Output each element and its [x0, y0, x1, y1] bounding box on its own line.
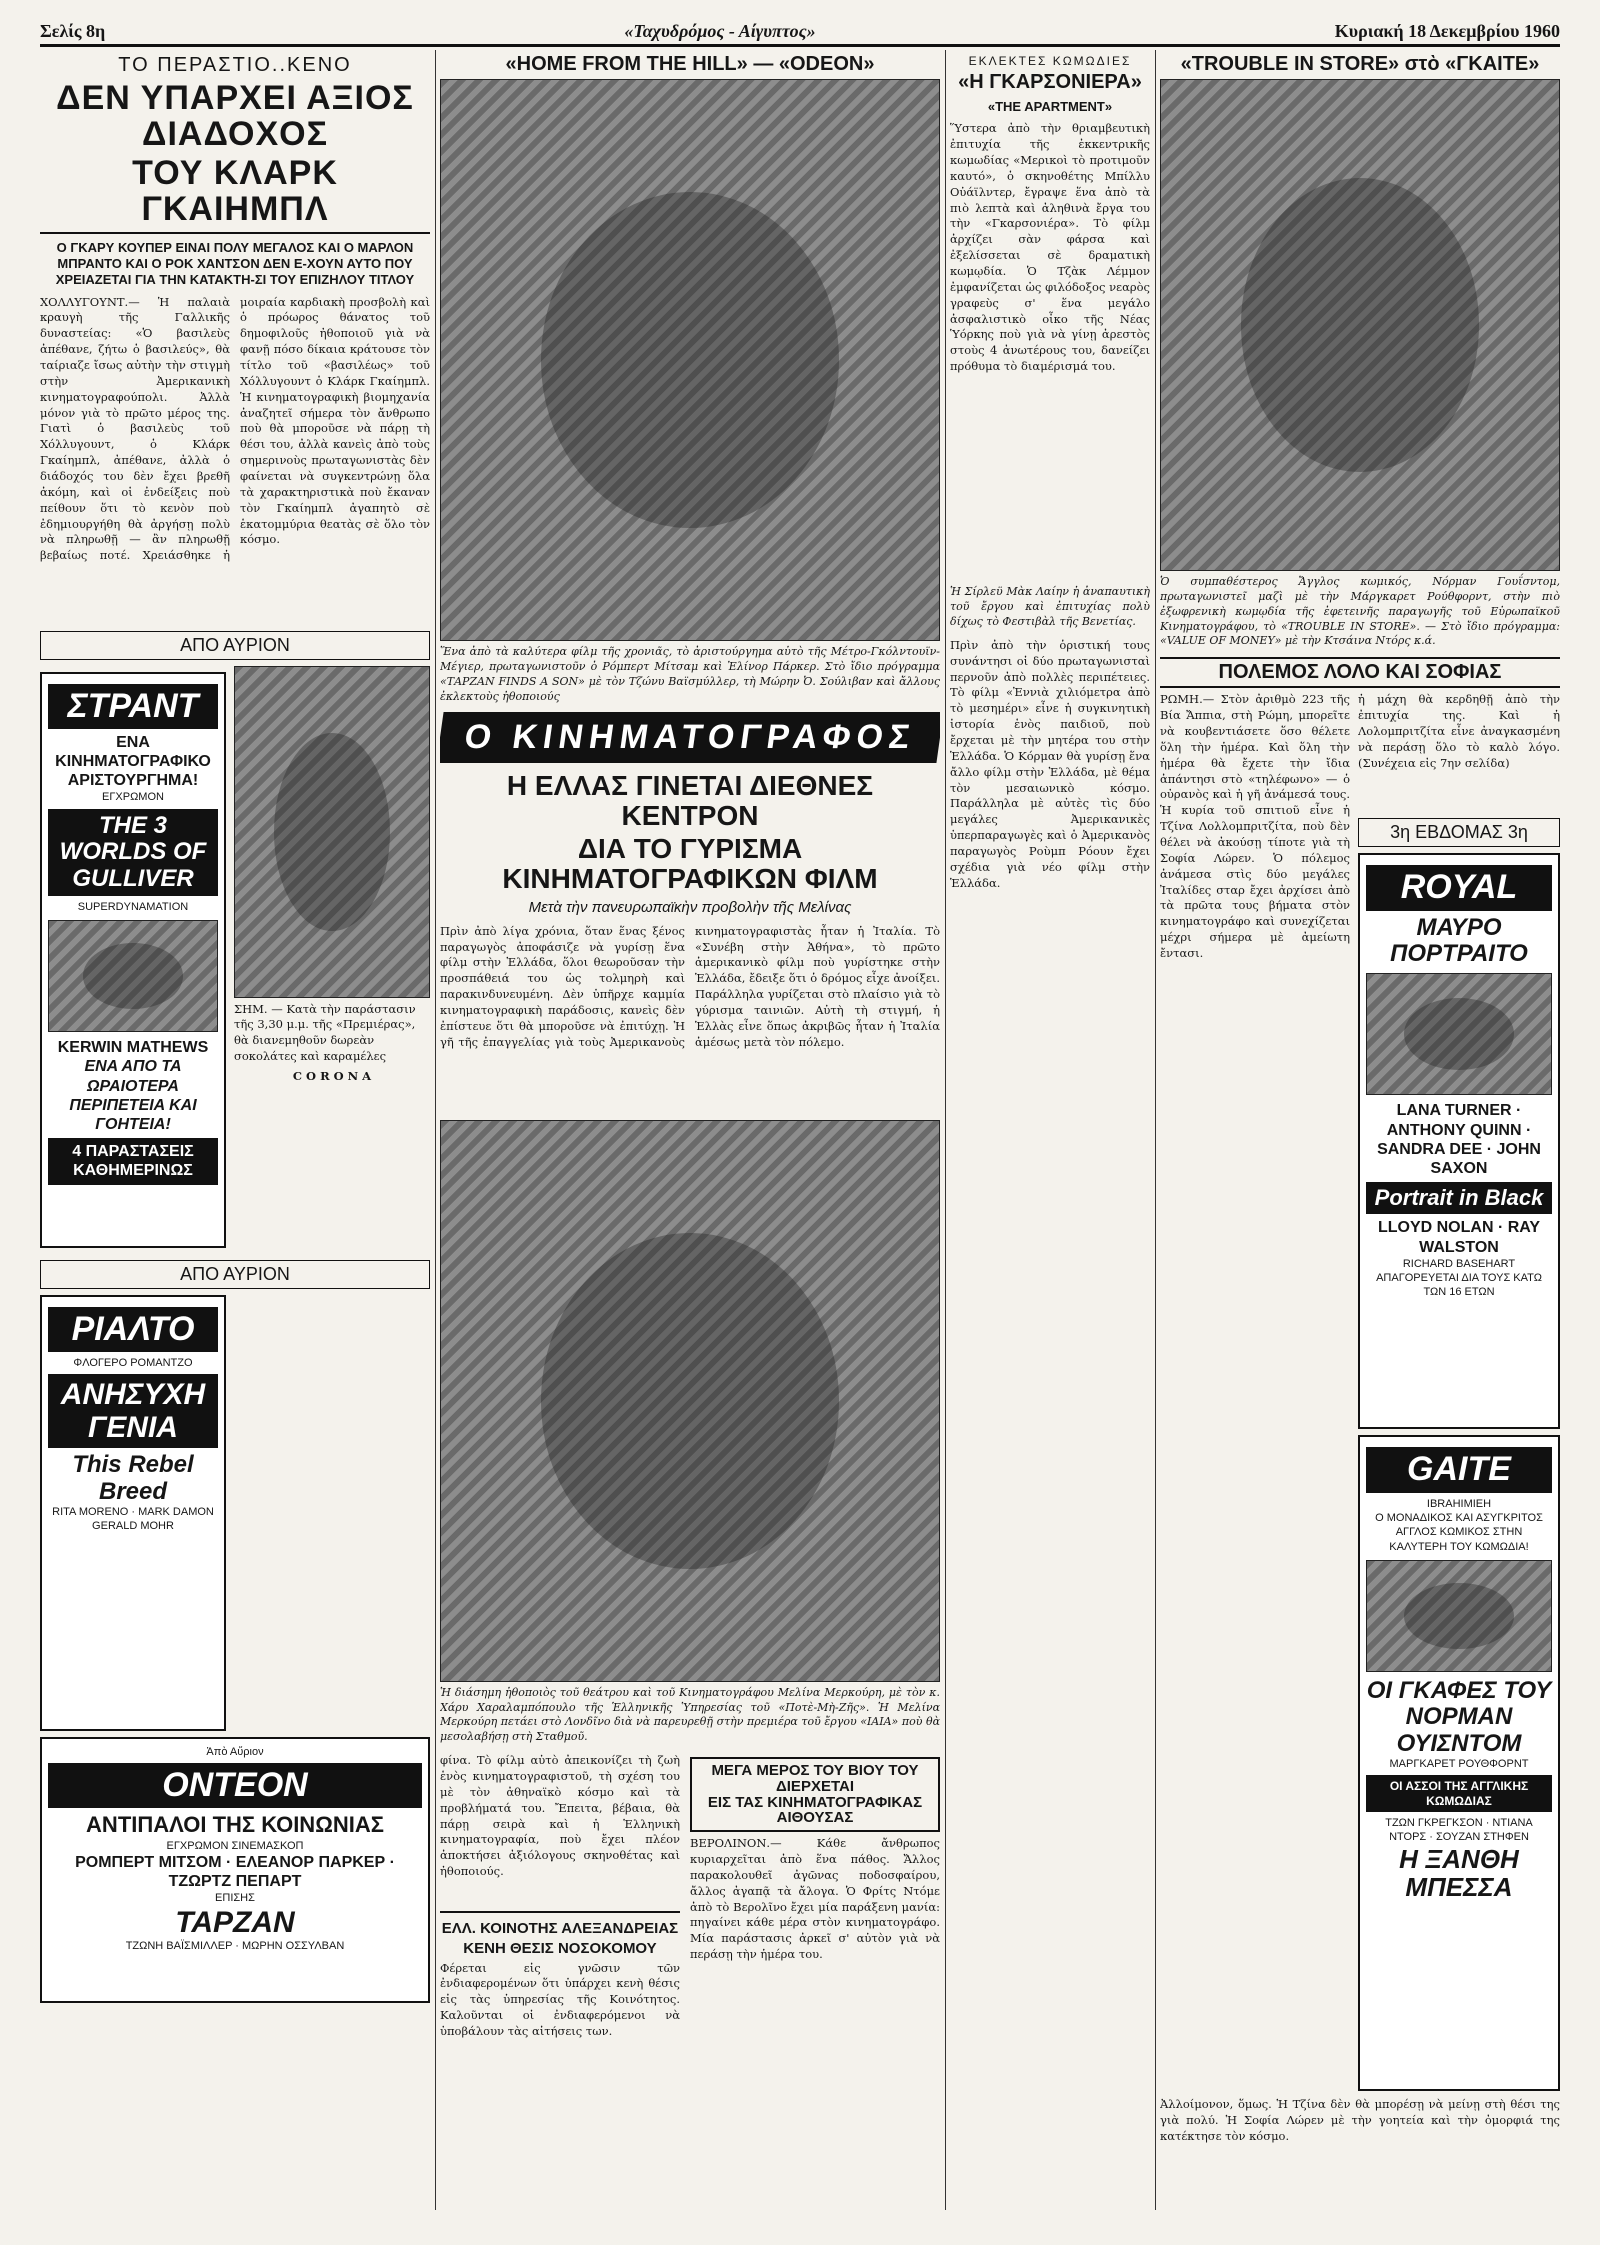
film-title: ΜΑΥΡΟ ΠΟΡΤΡΑΙΤΟ	[1390, 913, 1528, 967]
column-apartment	[950, 50, 1150, 2210]
ad-cast: RITA MORENO · MARK DAMON	[52, 1505, 214, 1518]
column-rule	[435, 50, 436, 2210]
film-title: ΑΝΗΣΥΧΗ ΓΕΝΙΑ	[48, 1374, 218, 1448]
ad-text: ΕΝΑ ΚΙΝΗΜΑΤΟΓΡΑΦΙΚΟ ΑΡΙΣΤΟΥΡΓΗΜΑ!	[55, 733, 211, 790]
article-headline: Η ΕΛΛΑΣ ΓΙΝΕΤΑΙ ΔΙΕΘΝΕΣ ΚΕΝΤΡΟΝ	[506, 770, 874, 831]
article-deck: «THE APARTMENT»	[987, 99, 1113, 114]
cinema-name: GAITE	[1366, 1447, 1552, 1492]
ad-text: Ἀπὸ Αὔριον	[206, 1745, 264, 1758]
ad-photo	[1366, 973, 1552, 1095]
article-body: Πρὶν ἀπὸ τὴν ὁριστική τους συνάντησι οἱ δύο πρωταγωνισταὶ περνοῦν ἀπὸ πολλὲς περιπέτειες. Τὸ φίλμ «Ἐννιὰ χιλιόμετρα ἀπὸ τὸ μεσημέρι» εἶνε ἡ συγκινητικὴ ἱστορία ἑνὸς παιδιοῦ, ποὺ ἔρχεται μὲ τὴν μητέρα του στὴν Ἑλλάδα. Ὁ Κόρμαν θὰ γυρίσῃ ἕνα ἄλλο φίλμ στὴν Ἑλλάδα, μὲ θέμα τὸν μεσαιωνικὸ κόσμο. Παράλληλα μὲ αὐτὲς τὶς δύο μεγάλες Ἀμερικανικὲς ὑπερπαραγωγὲς καὶ ὁ Ἀμερικανὸς παραγωγὸς Ροὺμπ Ρόουν ἔχει σχέδια γιὰ νέο φίλμ στὴν Ἑλλάδα.	[950, 637, 1150, 890]
notice-heading: ΕΛΛ. ΚΟΙΝΟΤΗΣ ΑΛΕΞΑΝΔΡΕΙΑΣ	[441, 1920, 679, 1938]
article-headline: ΠΟΛΕΜΟΣ ΛΟΛΟ ΚΑΙ ΣΟΦΙΑΣ	[1160, 657, 1560, 688]
article-body: Πρὶν ἀπὸ λίγα χρόνια, ὅταν ἕνας ξένος παραγωγὸς ἀποφάσιζε νὰ γυρίσῃ ἕνα φίλμ στὴν Ἑλλάδα, ὅλοι θεωροῦσαν τὴν προσπάθειά του ὡς τολμηρὴ καὶ παρακινδυνευμένη. Δὲν ὑπῆρχε καμμία κινηματογραφικὴ παράδοσις, κανεὶς δὲν ἐπίστευε ὅτι θὰ μποροῦσε νὰ ἐπιτύχῃ. Ἡ γῆ τῆς ἐπαγγελίας γιὰ τοὺς Ἀμερικανοὺς κινηματογραφιστὰς ἦταν ἡ Ἰταλία. Τὸ «Συνέβη στὴν Ἀθήνα», τὸ πρῶτο ἀμερικανικὸ φίλμ ποὺ γυρίστηκε στὴν Ἑλλάδα, ἔδειξε ὅτι ὁ δρόμος εἶχε ἀνοίξει. Παράλληλα γυρίζεται στὸ πλαίσιο γιὰ τὸ γύρισμα ταινιῶν. Αὐτὴ τὴ στιγμή, ἡ Ἑλλὰς εἶνε ὅπως ἀκριβῶς ἦταν ἡ Ἰταλία ἀμέσως μετὰ τὸν πόλεμο.	[440, 923, 940, 1049]
section-banner: Ο ΚΙΝΗΜΑΤΟΓΡΑΦΟΣ	[440, 712, 940, 763]
article-body: ΧΟΛΛΥΓΟΥΝΤ.— Ἡ παλαιὰ κραυγὴ τῆς Γαλλικῆς δυναστείας: «Ὁ βασιλεὺς ἀπέθανε, ζήτω ὁ βασιλεύς», θὰ ταίριαζε ἴσως αὐτὴν τὴν στιγμὴ στὴν Ἀμερικανικὴ κινηματογραφούπολι. Ἀλλὰ μόνον γιὰ τὸ πρῶτο μέρος της. Γιατὶ ὁ βασιλεὺς τοῦ Χόλλυγουντ, ὁ Κλάρκ Γκαίημπλ, ἀπέθανε, ἀλλὰ ὁ διάδοχός του δὲν ἔχει βρεθῆ ἀκόμη, καὶ οἱ ἐνδείξεις ποὺ πείθουν ὅτι τὸ κενὸν ποὺ ἐδημιουργήθη θὰ ἀργήσῃ πολὺ νὰ πληρωθῇ — ἂν πληρωθῇ βεβαίως ποτέ. Χρειάσθηκε ἡ μοιραία καρδιακὴ προσβολὴ καὶ ὁ πρόωρος θάνατος τοῦ δημοφιλοῦς ἠθοποιοῦ γιὰ νὰ φανῇ πόσο δίκαια κράτουσε τὸν τίτλο τοῦ «βασιλέως» τοῦ Χόλλυγουντ ὁ Κλάρκ Γκαίημπλ. Ἡ κινηματογραφικὴ βιομηχανία ἀναζητεῖ σήμερα τὸν ἄνθρωπο ποὺ θὰ μποροῦσε νὰ πάρῃ τὴ θέσι του, ἀλλὰ κανεὶς ἀπὸ τοὺς σημερινοὺς πρωταγωνιστὰς δὲν φαίνεται νὰ συγκεντρώνῃ ὅλα τὰ χαρακτηριστικὰ ποὺ ἔκαναν τὸν Γκαίημπλ ἀγαπητὸ σὲ ἑκατομμύρια θεατὰς σὲ ὅλο τὸν κόσμο.	[40, 294, 430, 563]
photo-caption: Ἕνα ἀπὸ τὰ καλύτερα φίλμ τῆς χρονιᾶς, τὸ ἀριστούργημα αὐτὸ τῆς Μέτρο-Γκόλντουϊν-Μέγιερ, πρωταγωνιστοῦν ὁ Ρόμπερτ Μίτσαμ καὶ Ἐλίνορ Πάρκερ. Στὸ ἴδιο πρόγραμμα «ΤΑΡΖΑΝ FINDS A SON» μὲ τὸν Τζώνυ Βαϊσμύλλερ, τὴ Μώρην Ὀ. Σούλιβαν καὶ ἄλλους ἐκλεκτοὺς ἠθοποιούς	[440, 645, 940, 703]
film-title-english: Portrait in Black	[1366, 1182, 1552, 1214]
ad-royal-cinema	[1358, 853, 1560, 1429]
page-number: Σελίς 8η	[40, 20, 106, 41]
ad-text: Ο ΜΟΝΑΔΙΚΟΣ ΚΑΙ ΑΣΥΓΚΡΙΤΟΣ ΑΓΓΛΟΣ ΚΩΜΙΚΟΣ ΣΤΗΝ ΚΑΛΥΤΕΡΗ ΤΟΥ ΚΩΜΩΔΙΑ!	[1375, 1511, 1543, 1553]
cinema-name: ROYAL	[1366, 865, 1552, 910]
ad-cast: GERALD MOHR	[92, 1520, 174, 1533]
photo-home-from-the-hill	[440, 79, 940, 641]
issue-date: Κυριακή 18 Δεκεμβρίου 1960	[1334, 20, 1560, 41]
article-body: Ὕστερα ἀπὸ τὴν θριαμβευτικὴ ἐπιτυχία τῆς ἐκκεντρικῆς κωμωδίας «Μερικοὶ τὸ προτιμοῦν καυτό», ὁ σκηνοθέτης Μπίλλυ Οὐάϊλντερ, ἔγραψε ἕνα ἀπὸ τὰ πιὸ λεπτὰ καὶ ἀληθινὰ ἔργα του τὴν «Γκαρσονιέρα». Τὸ φίλμ ἀρχίζει σὰν φάρσα καὶ ἐξελίσσεται σὲ δραματικὴ κωμῳδία. Ὁ Τζὰκ Λέμμον ἐμφανίζεται ὡς φιλόδοξος νεαρὸς γραφεὺς σ' ἕνα μεγάλο ἀσφαλιστικὸ οἶκο τῆς Νέας Ὑόρκης ποὺ γιὰ νὰ γίνῃ ἀρεστὸς στοὺς 4 ἀνωτέρους του, δανείζει πρόθυμα τὸ διαμέρισμά του.	[950, 121, 1150, 374]
ad-text: ΕΓΧΡΩΜΟΝ	[102, 791, 164, 804]
photo-caption: Ὁ συμπαθέστερος Ἄγγλος κωμικός, Νόρμαν Γουΐσντομ, πρωταγωνιστεῖ μαζὶ μὲ τὴν Μάργκαρετ Ρούθφορντ, στὴν πιὸ ἐξωφρενικὴ κωμῳδία τῆς ἐφετεινῆς παραγωγῆς τοῦ Εὐρωπαϊκοῦ Κινηματογράφου, τὸ «TROUBLE IN STORE». — Στὸ ἴδιο πρόγραμμα: «VALUE OF MONEY» μὲ τὴν Κτσάινα Ντόρς κ.ά.	[1160, 575, 1560, 648]
article-headline: ΔΙΑ ΤΟ ΓΥΡΙΣΜΑ ΚΙΝΗΜΑΤΟΓΡΑΦΙΚΩΝ ΦΙΛΜ	[502, 833, 878, 894]
ad-text: 4 ΠΑΡΑΣΤΑΣΕΙΣ ΚΑΘΗΜΕΡΙΝΩΣ	[48, 1138, 218, 1184]
photo-melina-mercouri	[440, 1120, 940, 1682]
masthead	[40, 18, 1560, 47]
ad-cast: ΡΟΜΠΕΡΤ ΜΙΤΣΟΜ · ΕΛΕΑΝΟΡ ΠΑΡΚΕΡ · ΤΖΩΡΤΖ ΠΕΠΑΡΤ	[75, 1853, 395, 1891]
article-headline: ΤΟΥ ΚΛΑΡΚ ΓΚΑΙΗΜΠΛ	[40, 156, 430, 233]
article-body: ΒΕΡΟΛΙΝΟΝ.— Κάθε ἄνθρωπος κυριαρχεῖται ἀπὸ ἕνα πάθος. Ἄλλος παρακολουθεῖ ἀγῶνας ποδοσφαίρου, ἄλλος ἀγαπᾷ τὰ ἄλογα. Ὁ Φρίτς Ντόμε ἀπὸ τὸ Βερολῖνο ἔχει μία παράξενη μανία: πηγαίνει κάθε μέρα στὸν κινηματογράφο. Μία παράστασις ἀρκεῖ σ' αὐτὸν γιὰ νὰ περάσῃ τὴν ἡμέρα του.	[690, 1836, 940, 1962]
ad-cast: RICHARD BASEHART	[1402, 1257, 1516, 1270]
notice-body: Φέρεται εἰς γνῶσιν τῶν ἐνδιαφερομένων ὅτι ὑπάρχει κενὴ θέσις εἰς τὰς ὑπηρεσίας τῆς Κοινότητος. Καλοῦνται οἱ ἐνδιαφερόμενοι νὰ ὑποβάλουν τὰς αἰτήσεις των.	[440, 1960, 680, 2038]
article-headline: «Η ΓΚΑΡΣΟΝΙΕΡΑ»	[958, 71, 1142, 93]
ad-cast: LANA TURNER · ANTHONY QUINN · SANDRA DEE · JOHN SAXON	[1377, 1102, 1541, 1177]
article-body: Ἀλλοίμονον, ὅμως. Ἡ Τζίνα δὲν θὰ μπορέσῃ νὰ μείνῃ στὴ θέσι της γιὰ πολύ. Ἡ Σοφία Λώρεν μὲ τὴν γοητεία καὶ τὴν ὀμορφιά της κατέκτησε τὸν κόσμο.	[1160, 2097, 1560, 2143]
article-headline-line: ΜΕΓΑ ΜΕΡΟΣ ΤΟΥ ΒΙΟΥ ΤΟΥ ΔΙΕΡΧΕΤΑΙ	[711, 1762, 919, 1795]
photo-heading: «HOME FROM THE HILL» — «ODEON»	[505, 53, 875, 75]
ad-cast: ΤΖΩΝΗ ΒΑΪΣΜΙΛΛΕΡ · ΜΩΡΗΝ ΟΣΣΥΛΒΑΝ	[125, 1939, 345, 1952]
cinema-name: ΣΤΡΑΝΤ	[48, 684, 218, 729]
column-right	[1160, 50, 1560, 2210]
column-left	[40, 50, 430, 2210]
ad-text: ΕΓΧΡΩΜΟΝ ΣΙΝΕΜΑΣΚΟΠ	[166, 1839, 304, 1852]
article-headline-line: ΕΙΣ ΤΑΣ ΚΙΝΗΜΑΤΟΓΡΑΦΙΚΑΣ ΑΙΘΟΥΣΑΣ	[707, 1793, 923, 1827]
ad-cast: ΤΖΩΝ ΓΚΡΕΓΚΣΟΝ · ΝΤΙΑΝΑ ΝΤΟΡΣ · ΣΟΥΖΑΝ ΣΤΗΦΕΝ	[1385, 1817, 1533, 1844]
notice-subheading: ΚΕΝΗ ΘΕΣΙΣ ΝΟΣΟΚΟΜΟΥ	[463, 1939, 657, 1957]
article-headline: ΔΕΝ ΥΠΑΡΧΕΙ ΑΞΙΟΣ ΔΙΑΔΟΧΟΣ	[56, 79, 414, 153]
article-headline	[690, 1757, 940, 1832]
photo-trouble-in-store	[1160, 79, 1560, 571]
ad-label: 3η ΕΒΔΟΜΑΣ 3η	[1358, 818, 1560, 847]
ad-sponsor: C O R O N A	[292, 1068, 372, 1083]
ad-label: ΑΠΟ ΑΥΡΙΟΝ	[40, 631, 430, 660]
cinema-name: ΡΙΑΛΤΟ	[48, 1307, 218, 1352]
ad-note: ΣΗΜ. — Κατὰ τὴν παράστασιν τῆς 3,30 μ.μ. τῆς «Πρεμιέρας», θὰ διανεμηθοῦν δωρεὰν σοκολάτες καὶ καραμέλες	[234, 1001, 416, 1064]
film-title: ΤΑΡΖΑΝ	[175, 1905, 295, 1939]
film-title: THE 3 WORLDS OF GULLIVER	[48, 809, 218, 896]
article-note: Ἡ Σίρλεϋ Μὰκ Λαίην ἡ ἀναπαυτικὴ τοῦ ἔργου καὶ ἐπιτυχίας πολὺ δίχως τὸ Φεστιβὰλ τῆς Βενετίας.	[950, 585, 1150, 628]
article-kicker: ΤΟ ΠΕΡΑΣΤΙΟ..ΚΕΝΟ	[118, 54, 352, 76]
ad-cast: ΜΑΡΓΚΑΡΕΤ ΡΟΥΘΦΟΡΝΤ	[1389, 1757, 1529, 1770]
ad-photo	[234, 666, 430, 998]
ad-text: ΦΛΟΓΕΡΟ ΡΟΜΑΝΤΖΟ	[73, 1356, 193, 1369]
film-title-english: This Rebel Breed	[72, 1451, 194, 1505]
ad-text: ΕΠΙΣΗΣ	[215, 1892, 255, 1905]
article-continuation: ἡ μάχη θὰ κερδηθῇ ἀπὸ τὴν ἐπιτυχία της. Καὶ ἡ Λολομπριτζίτα εἶνε ἀναγκασμένη νὰ περάσῃ ὅλο τὸ καλὸ λόγο. (Συνέχεια εἰς 7ην σελίδα)	[1358, 692, 1560, 770]
ad-cast: LLOYD NOLAN · RAY WALSTON	[1377, 1219, 1541, 1256]
cinema-location: IBRAHIMIEH	[1426, 1497, 1492, 1510]
ad-gaite-cinema	[1358, 1435, 1560, 2091]
article-kicker: ΕΚΛΕΚΤΕΣ ΚΩΜΩΔΙΕΣ	[968, 54, 1132, 68]
ad-text: SUPERDYNAMATION	[77, 900, 189, 913]
photo-caption: Ἡ διάσημη ἠθοποιὸς τοῦ θεάτρου καὶ τοῦ Κινηματογράφου Μελίνα Μερκούρη, μὲ τὸν κ. Χάρυ Χαραλαμπόπουλο τῆς Ἑλληνικῆς Ὑπηρεσίας τοῦ «Ποτὲ-Μὴ-Ζῆς». Ἡ Μελίνα Μερκούρη πετάει στὸ Λονδῖνο διὰ νὰ παρευρεθῇ στὴν πρεμιέρα τοῦ ἔργου «ΙΑΙΑ» ποὺ θὰ μεσολαβήσῃ στὴ Σταθμοῦ.	[440, 1685, 940, 1744]
column-rule	[945, 50, 946, 2210]
film-title: ΑΝΤΙΠΑΛΟΙ ΤΗΣ ΚΟΙΝΩΝΙΑΣ	[86, 1812, 384, 1838]
ad-cast: KERWIN MATHEWS	[57, 1039, 209, 1057]
article-deck: Ο ΓΚΑΡΥ ΚΟΥΠΕΡ ΕΙΝΑΙ ΠΟΛΥ ΜΕΓΑΛΟΣ ΚΑΙ Ο ΜΑΡΛΟΝ ΜΠΡΑΝΤΟ ΚΑΙ Ο ΡΟΚ ΧΑΝΤΣΟΝ ΔΕΝ Ε-ΧΟΥΝ ΑΥΤΟ ΠΟΥ ΧΡΕΙΑΖΕΤΑΙ ΓΙΑ ΤΗΝ ΚΑΤΑΚΤΗ-ΣΙ ΤΟΥ ΕΠΙΖΗΛΟΥ ΤΙΤΛΟΥ	[55, 239, 415, 288]
film-title: ΟΙ ΓΚΑΦΕΣ ΤΟΥ ΝΟΡΜΑΝ ΟΥΙΣΝΤΟΜ	[1366, 1676, 1552, 1757]
article-body: φίνα. Τὸ φίλμ αὐτὸ ἀπεικονίζει τὴ ζωὴ ἑνὸς κινηματογραφιστοῦ, τὴ σχέση του μὲ τὸν ἀθηναϊκὸ κόσμο καὶ τὰ προβλήματά του. Ἔπειτα, βέβαια, θὰ πάρῃ σειρὰ καὶ ἡ Ἑλληνικὴ κινηματογραφία, ποὺ ἔχει πλέον ἀποκτήσει ἀξιόλογους σκηνοθέτας καὶ ἠθοποιούς.	[440, 1753, 680, 1879]
ad-photo	[48, 920, 218, 1032]
ad-text: ΕΝΑ ΑΠΟ ΤΑ ΩΡΑΙΟΤΕΡΑ ΠΕΡΙΠΕΤΕΙΑ ΚΑΙ ΓΟΗΤΕΙΑ!	[69, 1058, 197, 1133]
ad-text: ΟΙ ΑΣΣΟΙ ΤΗΣ ΑΓΓΛΙΚΗΣ ΚΩΜΩΔΙΑΣ	[1366, 1775, 1552, 1812]
ad-label: ΑΠΟ ΑΥΡΙΟΝ	[40, 1260, 430, 1289]
ad-strand-cinema	[40, 672, 226, 1248]
ad-note: ΑΠΑΓΟΡΕΥΕΤΑΙ ΔΙΑ ΤΟΥΣ ΚΑΤΩ ΤΩΝ 16 ΕΤΩΝ	[1376, 1272, 1542, 1299]
film-title: Η ΞΑΝΘΗ ΜΠΕΣΣΑ	[1399, 1843, 1519, 1903]
ad-rialto-cinema	[40, 1295, 226, 1731]
column-center	[440, 50, 940, 2210]
article-deck: Μετὰ τὴν πανευρωπαϊκὴν προβολὴν τῆς Μελίνας	[528, 898, 852, 916]
photo-heading: «TROUBLE IN STORE» στὸ «ΓΚΑΙΤΕ»	[1180, 53, 1540, 75]
column-rule	[1155, 50, 1156, 2210]
newspaper-title: «Ταχυδρόμος - Αίγυπτος»	[624, 20, 816, 41]
cinema-name: ΟΝΤΕΟΝ	[48, 1763, 422, 1808]
article-body: ΡΩΜΗ.— Στὸν ἀριθμὸ 223 τῆς Βία Ἄππια, στὴ Ρώμη, μπορεῖτε νὰ κουβεντιάσετε ὅσο θέλετε ὅλη τὴν ἡμέρα. Καὶ ὅλη τὴν ἡμέρα θὰ ἔχετε τὴν ἴδια ἀπάντησι στὸ «τηλέφωνο» — ὁ οὐρανὸς καὶ ἡ γῆ ἀνάμεσά τους. Ἡ κυρία τοῦ σπιτιοῦ εἶνε ἡ Τζίνα Λολλομπριτζίτα, ποὺ δὲν θέλει νὰ ἀκούσῃ τίποτε γιὰ τὴ Σοφία Λώρεν. Ὁ πόλεμος ἀνάμεσα στὶς δύο μεγάλες Ἰταλίδες σταρ ἔχει ἀρχίσει ἀπὸ τὰ πρῶτα τους βήματα στὸν κινηματογράφο καὶ συνεχίζεται μέχρι σήμερα μὲ ἀμείωτη ἔντασι.	[1160, 692, 1350, 960]
ad-photo	[1366, 1560, 1552, 1672]
ad-odeon-cinema	[40, 1737, 430, 2003]
